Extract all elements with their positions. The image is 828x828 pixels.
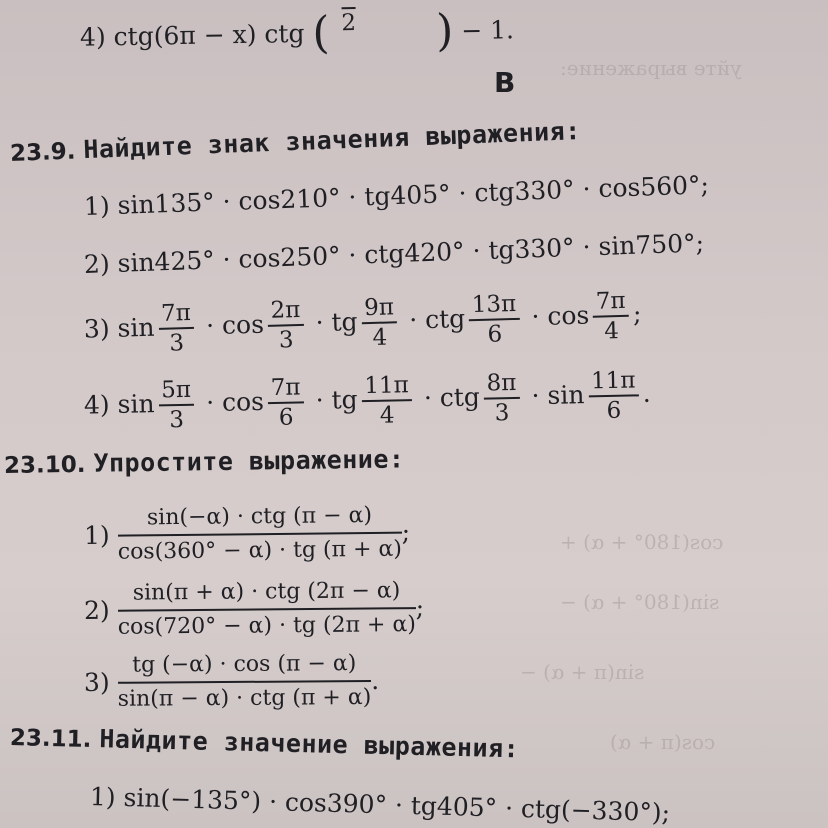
item-number: 1)	[83, 191, 111, 221]
item-number: 2)	[83, 249, 111, 279]
expression-text: ctg(6π − x) ctg	[113, 18, 305, 52]
fraction: $\frac{7\pi}{4}$	[593, 289, 630, 344]
expression-text: sin135° · cos210° · tg405° · ctg330° · cos560°;	[117, 170, 710, 220]
fraction-denominator: 2	[341, 10, 357, 37]
bleed-through-text-1: уйте выражение:	[560, 56, 742, 80]
exercise-23-10-item-3: 3) tg (−α) · cos (π − α) sin(π − α) · ctg (π + α) .	[83, 651, 380, 712]
expression-text: sin(−135°) · cos390° · tg405° · ctg(−330°);	[123, 782, 671, 828]
item-number: 1)	[89, 782, 117, 812]
fn-3: · ctg	[408, 303, 466, 335]
exercise-23-11-item-1	[90, 782, 671, 827]
bleed-through-text-2: cos(180° + α) +	[560, 530, 724, 554]
fraction: tg (−α) · cos (π − α) sin(π − α) · ctg (π + α)	[117, 651, 372, 712]
item-number: 1)	[83, 520, 110, 550]
exercise-number: 23.10.	[3, 451, 86, 479]
fraction: sin(−α) · ctg (π − α) cos(360° − α) · tg (π + α)	[117, 502, 403, 565]
fraction: $\frac{7\pi}{6}$	[267, 375, 304, 430]
exercise-23-11-heading	[10, 722, 520, 763]
fraction: $\frac{9\pi}{4}$	[361, 295, 398, 350]
exercise-number: 23.11.	[9, 725, 92, 753]
top-cut-line: 4) ctg(6π − x) ctg ( 2 ) − 1.	[80, 4, 515, 63]
fraction: sin(π + α) · ctg (2π − α) cos(720° − α) · tg (2π + α)	[117, 578, 416, 640]
item-number: 2)	[83, 595, 110, 625]
item-number: 4)	[83, 390, 110, 420]
exercise-title: Найдите знак значения выражения:	[82, 116, 582, 165]
fraction: $\frac{7\pi}{3}$	[158, 301, 195, 356]
exercise-23-9-heading	[9, 116, 581, 167]
exercise-23-10-item-1: 1) sin(−α) · ctg (π − α) cos(360° − α) · tg (π + α) ;	[83, 502, 411, 565]
fn-1: · cos	[205, 309, 265, 341]
exercise-title: Упростите выражение:	[93, 444, 405, 478]
fn-3: · ctg	[423, 382, 481, 413]
bleed-through-text-4: sin(π + α) −	[520, 660, 645, 684]
item-number: 3)	[83, 667, 110, 697]
bleed-through-text-5: cos(π + α)	[610, 730, 716, 754]
fraction	[341, 0, 356, 36]
exercise-23-9-item-1	[83, 170, 709, 221]
exercise-23-9-item-4: 4) sin $\frac{5\pi}{3}$ · cos $\frac{7\pi}{6}$ · tg $\frac{11\pi}{4}$ · ctg $\frac{8\pi}{3}$ · sin $\frac{11\pi}{6}$ .	[83, 367, 652, 434]
fn-0: sin	[117, 312, 155, 343]
fraction: $\frac{11\pi}{6}$	[588, 368, 640, 423]
fn-1: · cos	[205, 386, 265, 418]
fraction: $\frac{8\pi}{3}$	[483, 371, 520, 426]
item-number: 3)	[83, 313, 111, 344]
exercise-title: Найдите значение выражения:	[99, 724, 520, 764]
fn-2: · tg	[315, 307, 358, 338]
fn-2: · tg	[315, 384, 358, 415]
bleed-through-text-3: sin(180° + α) −	[560, 590, 720, 614]
exercise-number: 23.9.	[9, 138, 77, 167]
fn-4: · sin	[531, 380, 585, 411]
exercise-23-10-heading	[4, 444, 405, 479]
exercise-23-9-item-2	[83, 228, 704, 279]
section-letter: B	[494, 66, 516, 99]
exercise-23-9-item-3: 3) sin $\frac{7\pi}{3}$ · cos $\frac{2\pi}{3}$ · tg $\frac{9\pi}{4}$ · ctg $\frac{13\pi}{6}$ · cos $\frac{7\pi}{4}$ ;	[83, 287, 642, 357]
fraction: $\frac{13\pi}{6}$	[468, 292, 520, 348]
fraction: $\frac{5\pi}{3}$	[158, 378, 195, 433]
item-number: 4)	[79, 22, 106, 52]
fraction: $\frac{11\pi}{4}$	[361, 373, 413, 428]
fraction: $\frac{2\pi}{3}$	[267, 298, 304, 353]
fn-4: · cos	[531, 300, 590, 332]
expression-text: sin425° · cos250° · ctg420° · tg330° · sin750°;	[117, 228, 705, 278]
exercise-23-10-item-2: 2) sin(π + α) · ctg (2π − α) cos(720° − α) · tg (2π + α) ;	[83, 578, 425, 640]
fn-0: sin	[117, 389, 155, 419]
expression-tail: − 1.	[460, 15, 515, 46]
